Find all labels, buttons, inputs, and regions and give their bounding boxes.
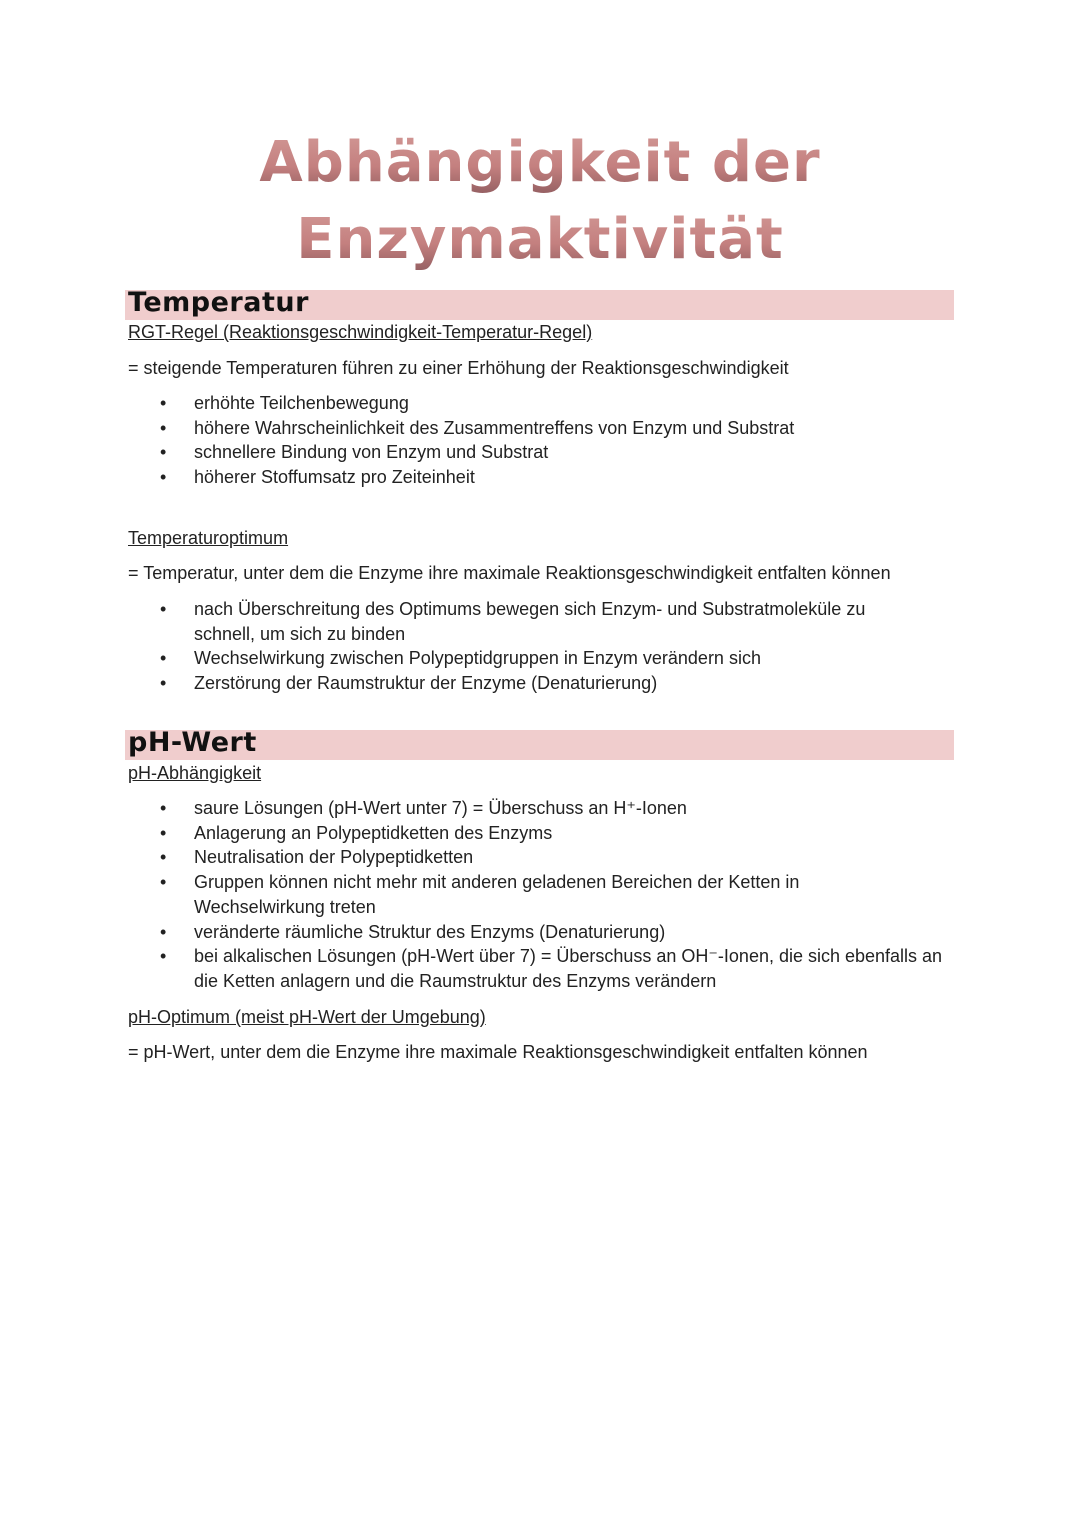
- ph-dependency-bullet-list: [128, 796, 948, 994]
- definition-rgt: = steigende Temperaturen führen zu einer Erhöhung der Reaktionsgeschwindigkeit: [128, 358, 789, 378]
- list-item: • höherer Stoffumsatz pro Zeiteinheit: [128, 465, 958, 490]
- definition-ph-optimum: = pH-Wert, unter dem die Enzyme ihre maximale Reaktionsgeschwindigkeit entfalten können: [128, 1042, 868, 1062]
- list-item: • schnellere Bindung von Enzym und Substrat: [128, 440, 958, 465]
- temperature-optimum-bullet-list: [128, 597, 918, 696]
- list-item: • Anlagerung an Polypeptidketten des Enzyms: [128, 821, 948, 846]
- heading-text: pH-Wert: [128, 727, 257, 758]
- section-heading-temperature: [125, 287, 954, 320]
- definition-temperature-optimum: = Temperatur, unter dem die Enzyme ihre maximale Reaktionsgeschwindigkeit entfalten können: [128, 563, 891, 583]
- list-item: • Neutralisation der Polypeptidketten: [128, 845, 948, 870]
- list-item: • nach Überschreitung des Optimums bewegen sich Enzym- und Substratmoleküle zu schnell, um sich zu binden: [128, 597, 918, 646]
- section-heading-ph: [125, 727, 954, 760]
- rgt-bullet-list: [128, 391, 958, 490]
- list-item: • Wechselwirkung zwischen Polypeptidgruppen in Enzym verändern sich: [128, 646, 918, 671]
- list-item: • Gruppen können nicht mehr mit anderen geladenen Bereichen der Ketten in Wechselwirkung treten: [128, 870, 948, 919]
- page-title-line-2: Enzymaktivität: [0, 205, 1080, 275]
- heading-text: Temperatur: [128, 287, 309, 318]
- subheading-ph-dependency: pH-Abhängigkeit: [128, 763, 262, 783]
- list-item: • saure Lösungen (pH-Wert unter 7) = Überschuss an H⁺-Ionen: [128, 796, 948, 821]
- subheading-temperature-optimum: Temperaturoptimum: [128, 528, 289, 548]
- list-item: • Zerstörung der Raumstruktur der Enzyme (Denaturierung): [128, 671, 918, 696]
- list-item: • veränderte räumliche Struktur des Enzyms (Denaturierung): [128, 920, 948, 945]
- subheading-rgt-rule: RGT-Regel (Reaktionsgeschwindigkeit-Temperatur-Regel): [128, 322, 593, 342]
- subheading-ph-optimum: pH-Optimum (meist pH-Wert der Umgebung): [128, 1007, 486, 1027]
- list-item: • bei alkalischen Lösungen (pH-Wert über 7) = Überschuss an OH⁻-Ionen, die sich ebenfalls an die Ketten anlagern und die Raumstruktur des Enzyms verändern: [128, 944, 948, 993]
- list-item: • erhöhte Teilchenbewegung: [128, 391, 958, 416]
- page-title-line-1: Abhängigkeit der: [0, 128, 1080, 198]
- list-item: • höhere Wahrscheinlichkeit des Zusammentreffens von Enzym und Substrat: [128, 416, 958, 441]
